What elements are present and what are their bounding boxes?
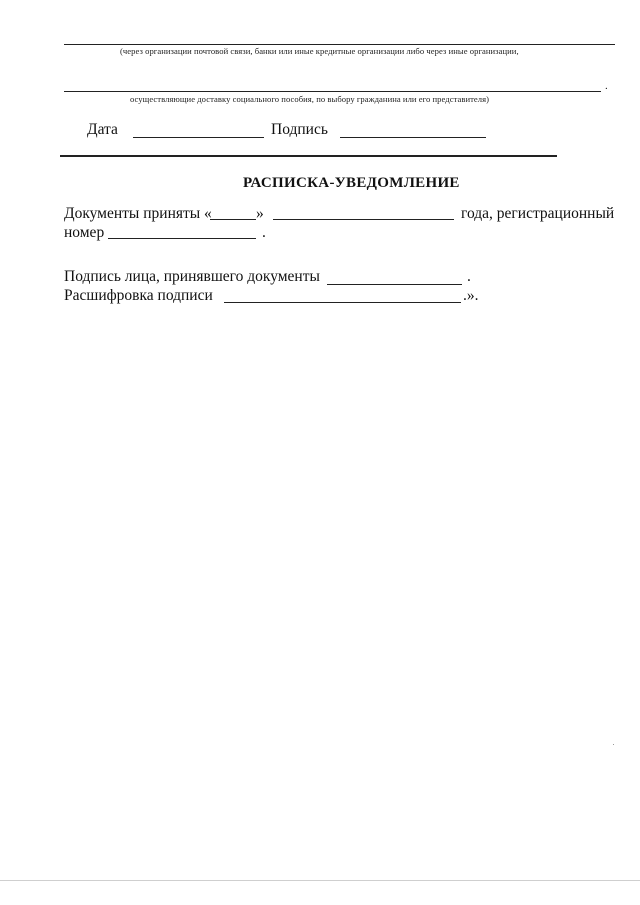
signature-decoding-label: Расшифровка подписи [64,287,213,304]
docs-accepted-quote-close: » [256,205,264,222]
delivery-method-trailing-dot: . [605,80,608,92]
scan-bottom-edge [0,880,640,881]
signature-field-line[interactable] [340,137,486,138]
docs-accepted-prefix: Документы приняты « [64,205,212,222]
docs-accepted-day-field[interactable] [210,219,256,220]
date-field-line[interactable] [133,137,264,138]
signature-decoding-closing: .». [463,287,479,304]
accepting-signature-field[interactable] [327,284,462,285]
year-registration-text: года, регистрационный [461,205,615,222]
docs-accepted-month-field[interactable] [273,219,454,220]
section-separator [60,155,557,157]
delivery-method-caption-1: (через организации почтовой связи, банки или иные кредитные организации либо через иные организации, [120,46,519,56]
number-label: номер [64,224,105,241]
scan-speck [613,744,614,745]
number-trailing-dot: . [262,224,266,241]
date-label: Дата [87,121,118,138]
accepting-signature-dot: . [467,268,471,285]
receipt-title: РАСПИСКА-УВЕДОМЛЕНИЕ [243,175,460,191]
registration-number-field[interactable] [108,238,256,239]
delivery-method-line-top [64,44,615,45]
accepting-signature-label: Подпись лица, принявшего документы [64,268,320,285]
signature-decoding-field[interactable] [224,302,461,303]
signature-label: Подпись [271,121,328,138]
delivery-method-line-second [64,91,601,92]
delivery-method-caption-2: осуществляющие доставку социального пособия, по выбору гражданина или его представителя) [130,94,490,104]
